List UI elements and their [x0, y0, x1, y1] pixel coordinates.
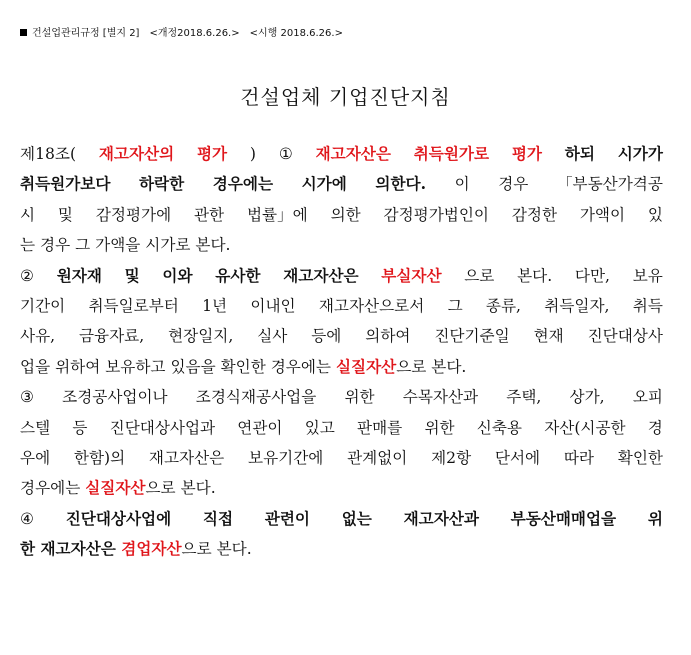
text-word: 자산(시공한: [544, 418, 626, 437]
text-line: [20, 443, 663, 473]
text-word: 오피: [632, 388, 663, 407]
text-word: 부동산매매업을: [510, 508, 617, 528]
text-word: 재고자산과: [403, 508, 479, 528]
text-word: 경우에는: [212, 174, 274, 194]
text-line: [20, 382, 663, 412]
text-segment: 으로 본다.: [396, 357, 467, 376]
regulation-label: 건설업관리규정 [별지 2]: [32, 28, 140, 39]
text-word: 재고자산은: [148, 448, 225, 467]
text-word: 원자재: [56, 265, 102, 285]
text-line: [20, 291, 663, 321]
text-word: 본다.: [517, 266, 553, 285]
highlighted-term: 실질자산: [335, 356, 397, 376]
text-word: 확인한: [617, 448, 663, 467]
highlighted-term: 평가: [196, 144, 228, 163]
text-word: 및: [124, 265, 140, 285]
text-word: 감정평가법인이: [383, 205, 489, 224]
text-word: 위: [647, 508, 663, 528]
text-line: [20, 321, 663, 351]
text-word: ③: [20, 388, 34, 407]
text-line: [20, 473, 663, 503]
text-word: 있: [647, 205, 663, 224]
text-word: 그: [447, 296, 463, 315]
text-word: 의한다.: [375, 174, 426, 194]
text-word: 하락한: [138, 174, 185, 194]
text-word: 위한: [344, 388, 375, 407]
text-word: 시: [20, 205, 36, 224]
text-word: 관련이: [264, 508, 310, 528]
text-word: 관한: [193, 205, 225, 224]
text-word: 주택,: [506, 388, 542, 407]
text-word: 시가가: [617, 144, 663, 163]
text-word: 유사한: [215, 265, 261, 285]
text-word: 다만,: [574, 266, 610, 285]
text-word: 등: [72, 418, 88, 437]
text-word: 진단대상사: [587, 327, 663, 346]
text-word: 및: [57, 205, 73, 224]
text-word: 상가,: [569, 388, 605, 407]
text-word: 없는: [341, 508, 372, 528]
highlighted-term: 재고자산은: [315, 144, 391, 163]
text-word: 있고: [304, 418, 335, 437]
text-word: 기간이: [20, 296, 66, 315]
text-word: 감정평가에: [95, 205, 172, 224]
text-word: ): [249, 145, 257, 163]
text-word: ④: [20, 509, 34, 528]
text-line: [20, 169, 663, 199]
text-word: 우에: [20, 448, 51, 467]
text-segment: 업을 위하여 보유하고 있음을 확인한 경우에는: [20, 357, 336, 376]
text-word: 이내인: [250, 296, 296, 315]
text-word: 법률」에: [246, 205, 308, 224]
highlighted-term: 평가: [511, 144, 542, 163]
text-word: 시가에: [301, 174, 347, 194]
text-word: 취득원가보다: [20, 174, 111, 194]
text-word: 이와: [162, 265, 193, 285]
text-word: 신축용: [476, 418, 522, 437]
text-line: [20, 200, 663, 230]
text-word: 경우: [498, 175, 529, 194]
text-line: [20, 139, 663, 169]
text-word: 연관이: [237, 418, 283, 437]
text-segment: 으로 본다.: [181, 540, 252, 559]
text-segment: 경우에는: [20, 479, 86, 498]
text-segment: 는 경우 그 가액을 시가로 본다.: [20, 236, 231, 255]
text-word: 실사: [257, 327, 288, 346]
text-word: 조경공사업이나: [62, 388, 168, 407]
text-line: [20, 230, 663, 260]
text-word: 보유기간에: [248, 448, 324, 467]
highlighted-term: 실질자산: [85, 478, 146, 498]
text-word: 수목자산과: [402, 388, 479, 407]
amended-date: <개정2018.6.26.>: [149, 28, 240, 39]
text-line: [20, 504, 663, 534]
document-title: 건설업체 기업진단지침: [240, 85, 451, 109]
text-line: [20, 534, 663, 564]
text-word: 위한: [424, 418, 455, 437]
text-segment: 으로 본다.: [145, 479, 216, 498]
text-word: 등에: [311, 327, 342, 346]
text-word: 보유: [632, 266, 663, 285]
text-word: 사유,: [20, 327, 56, 346]
text-word: 따라: [563, 448, 594, 467]
text-word: 의한: [330, 205, 361, 224]
text-word: ②: [20, 266, 34, 285]
text-word: 판매를: [357, 418, 403, 437]
text-word: 현재: [533, 327, 564, 346]
text-word: 재고자산으로서: [318, 296, 425, 315]
highlighted-term: 재고자산의: [98, 144, 175, 163]
text-word: 제18조(: [20, 145, 77, 163]
highlighted-term: 겸업자산: [121, 539, 182, 559]
text-word: 취득일로부터: [88, 296, 179, 315]
text-word: 으로: [464, 266, 495, 285]
enforced-date: <시행 2018.6.26.>: [249, 28, 343, 39]
text-word: 하되: [564, 144, 595, 163]
highlighted-term: 부실자산: [381, 265, 442, 285]
square-bullet-icon: [20, 29, 27, 36]
text-word: 진단대상사업에: [65, 508, 172, 528]
text-word: 관계없이: [347, 448, 408, 467]
text-word: 재고자산은: [283, 265, 359, 285]
text-word: 「부동산가격공: [556, 175, 663, 194]
text-word: 금융자료,: [78, 327, 145, 346]
text-word: 종류,: [485, 296, 522, 315]
text-line: [20, 261, 663, 291]
text-word: 의하여: [365, 327, 411, 346]
text-word: 취득: [632, 296, 663, 315]
text-word: 스텔: [20, 418, 51, 437]
text-word: 경: [647, 418, 663, 437]
text-line: [20, 352, 663, 382]
text-word: 가액이: [579, 205, 626, 224]
text-word: 직접: [202, 508, 234, 528]
text-word: 이: [454, 175, 470, 194]
text-word: 진단기준일: [434, 327, 510, 346]
text-word: 진단대상사업과: [109, 418, 216, 437]
text-word: 현장일지,: [168, 327, 234, 346]
text-word: 감정한: [511, 205, 558, 224]
text-line: [20, 413, 663, 443]
text-word: ①: [278, 145, 293, 163]
highlighted-term: 취득원가로: [413, 144, 490, 163]
document-header: [20, 24, 343, 39]
text-word: 취득일자,: [544, 296, 610, 315]
text-word: 1년: [202, 296, 228, 315]
text-word: 제2항: [431, 448, 472, 467]
article-18-text: [20, 139, 663, 564]
text-word: 한함)의: [73, 448, 126, 467]
text-word: 단서에: [494, 448, 541, 467]
text-segment: 한 재고자산은: [20, 539, 122, 559]
text-word: 조경식재공사업을: [195, 388, 317, 407]
